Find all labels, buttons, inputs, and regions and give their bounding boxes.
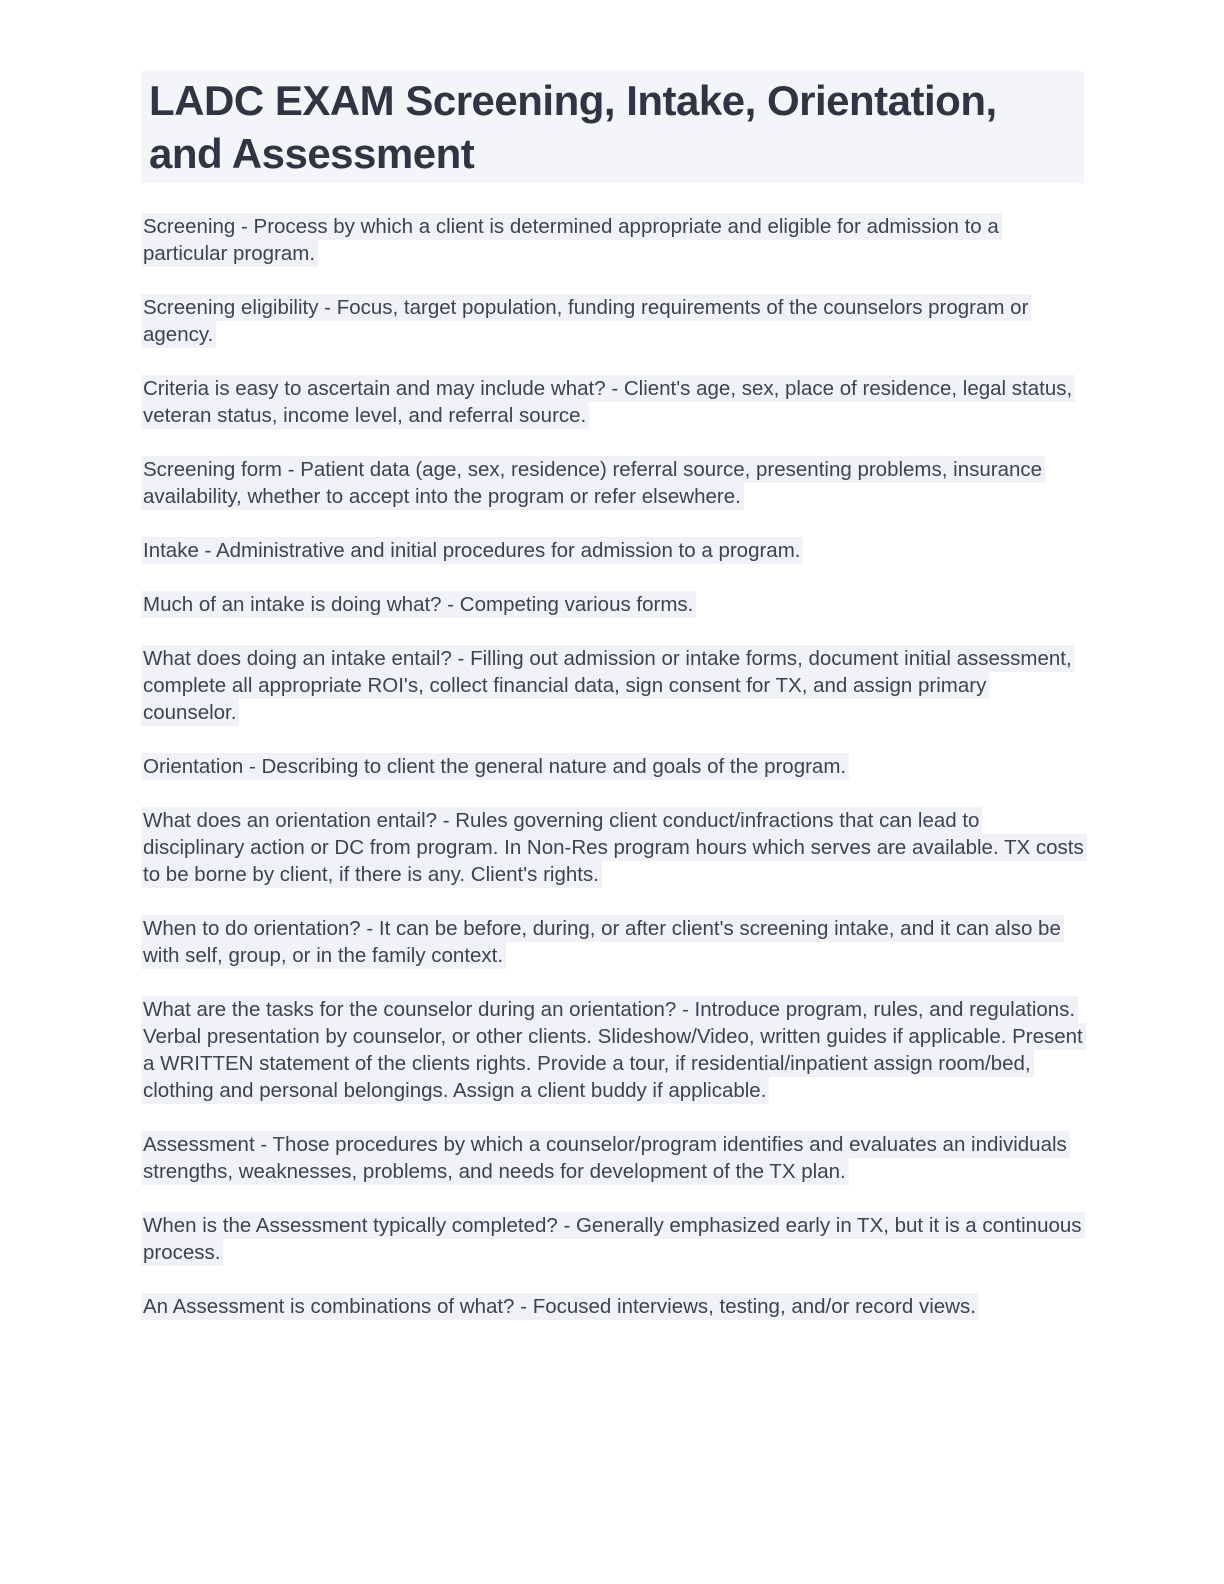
card-term: When is the Assessment typically completed? <box>143 1214 558 1237</box>
highlighted-text <box>141 591 696 618</box>
highlighted-text <box>141 996 1086 1104</box>
flashcard-paragraph <box>141 537 1084 564</box>
card-separator: - <box>282 458 301 481</box>
card-separator: - <box>318 296 337 319</box>
flashcard-paragraph <box>141 996 1084 1104</box>
card-definition: Rules governing client conduct/infractions that can lead to disciplinary action or DC from program. In Non-Res program hours which serves are available. TX costs to be borne by client, if there is any. Client's rights. <box>143 809 1084 886</box>
card-definition: Focus, target population, funding requirements of the counselors program or agency. <box>143 296 1029 346</box>
card-separator: - <box>360 917 379 940</box>
card-definition: Describing to client the general nature and goals of the program. <box>261 755 847 778</box>
highlighted-text <box>141 375 1075 429</box>
highlighted-text <box>141 1293 979 1320</box>
card-term: Much of an intake is doing what? <box>143 593 442 616</box>
card-term: Intake <box>143 539 199 562</box>
card-term: Orientation <box>143 755 244 778</box>
card-separator: - <box>605 377 624 400</box>
flashcard-paragraph <box>141 294 1084 348</box>
flashcard-paragraph <box>141 1131 1084 1185</box>
card-separator: - <box>235 215 254 238</box>
card-definition: It can be before, during, or after client's screening intake, and it can also be with self, group, or in the family context. <box>143 917 1061 967</box>
card-definition: Administrative and initial procedures for admission to a program. <box>215 539 801 562</box>
card-separator: - <box>557 1214 576 1237</box>
card-term: Screening eligibility <box>143 296 319 319</box>
card-term: An Assessment is combinations of what? <box>143 1295 515 1318</box>
flashcard-paragraph <box>141 375 1084 429</box>
flashcard-paragraph <box>141 591 1084 618</box>
document-page <box>141 71 1084 1320</box>
card-term: When to do orientation? <box>143 917 361 940</box>
card-definition: Introduce program, rules, and regulations. Verbal presentation by counselor, or other clients. Slideshow/Video, written guides if applicable. Present a WRITTEN statement of the clients rights. Provide a tour, if residential/inpatient assign room/bed, clothing and personal belongings. Assign a client buddy if applicable. <box>143 998 1083 1102</box>
flashcard-paragraph <box>141 456 1084 510</box>
card-definition: Process by which a client is determined appropriate and eligible for admission to a particular program. <box>143 215 999 265</box>
highlighted-text <box>141 294 1031 348</box>
highlighted-text <box>141 807 1087 888</box>
card-definition: Focused interviews, testing, and/or record views. <box>532 1295 976 1318</box>
card-definition: Competing various forms. <box>459 593 694 616</box>
flashcard-paragraph <box>141 753 1084 780</box>
card-separator: - <box>243 755 262 778</box>
card-separator: - <box>437 809 456 832</box>
card-term: Screening form <box>143 458 283 481</box>
card-term: What does an orientation entail? <box>143 809 438 832</box>
card-definition: Those procedures by which a counselor/program identifies and evaluates an individuals strengths, weaknesses, problems, and needs for development of the TX plan. <box>143 1133 1067 1183</box>
flashcard-paragraph <box>141 807 1084 888</box>
card-definition: Patient data (age, sex, residence) referral source, presenting problems, insurance availability, whether to accept into the program or refer elsewhere. <box>143 458 1043 508</box>
flashcard-paragraph <box>141 1212 1084 1266</box>
card-term: What are the tasks for the counselor during an orientation? <box>143 998 677 1021</box>
card-separator: - <box>254 1133 273 1156</box>
highlighted-text <box>141 1212 1085 1266</box>
flashcard-paragraph <box>141 213 1084 267</box>
card-definition: Generally emphasized early in TX, but it is a continuous process. <box>143 1214 1082 1264</box>
page-title: LADC EXAM Screening, Intake, Orientation, and Assessment <box>141 71 1084 183</box>
card-term: What does doing an intake entail? <box>143 647 452 670</box>
card-definition: Filling out admission or intake forms, document initial assessment, complete all appropriate ROI's, collect financial data, sign consent for TX, and assign primary counselor. <box>143 647 1072 724</box>
card-term: Screening <box>143 215 236 238</box>
card-separator: - <box>676 998 695 1021</box>
flashcard-paragraph <box>141 645 1084 726</box>
flashcard-paragraph <box>141 1293 1084 1320</box>
card-separator: - <box>441 593 460 616</box>
card-separator: - <box>514 1295 533 1318</box>
highlighted-text <box>141 1131 1070 1185</box>
flashcard-paragraph <box>141 915 1084 969</box>
highlighted-text <box>141 537 803 564</box>
highlighted-text <box>141 753 849 780</box>
card-definition: Client's age, sex, place of residence, legal status, veteran status, income level, and referral source. <box>143 377 1073 427</box>
card-term: Criteria is easy to ascertain and may include what? <box>143 377 606 400</box>
highlighted-text <box>141 213 1002 267</box>
card-separator: - <box>198 539 216 562</box>
highlighted-text <box>141 456 1045 510</box>
card-term: Assessment <box>143 1133 255 1156</box>
highlighted-text <box>141 645 1075 726</box>
flashcard-list <box>141 213 1084 1320</box>
highlighted-text <box>141 915 1064 969</box>
card-separator: - <box>451 647 471 670</box>
